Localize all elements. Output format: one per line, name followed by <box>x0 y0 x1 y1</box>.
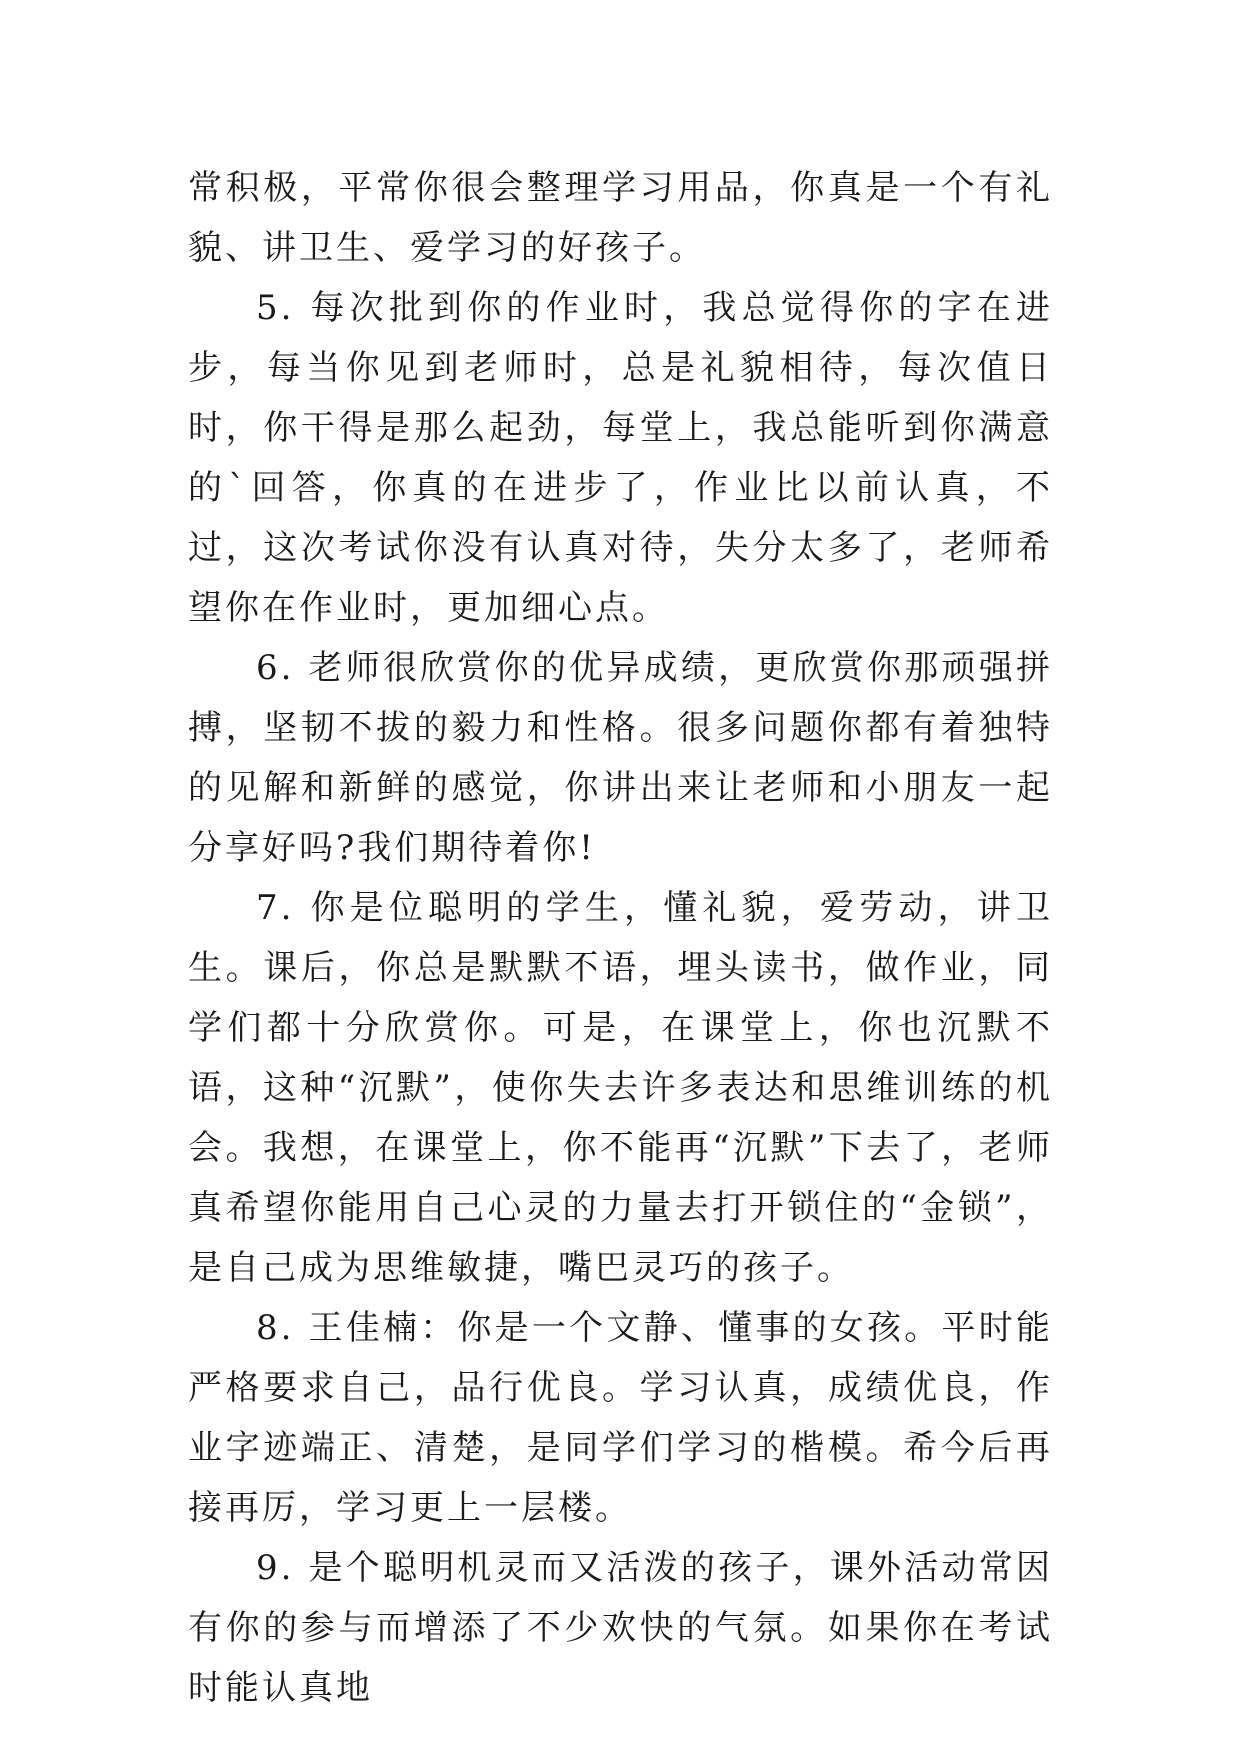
paragraph-item-9: 9. 是个聪明机灵而又活泼的孩子，课外活动常因有你的参与而增添了不少欢快的气氛。如果你在考试时能认真地 <box>188 1548 1053 1708</box>
document-body <box>188 158 1053 1718</box>
paragraph-item-8: 8. 王佳楠：你是一个文静、懂事的女孩。平时能严格要求自己，品行优良。学习认真，成绩优良，作业字迹端正、清楚，是同学们学习的楷模。希今后再接再厉，学习更上一层楼。 <box>188 1308 1053 1528</box>
paragraph-item-6: 6. 老师很欣赏你的优异成绩，更欣赏你那顽强拼搏，坚韧不拔的毅力和性格。很多问题你都有着独特的见解和新鲜的感觉，你讲出来让老师和小朋友一起分享好吗?我们期待着你! <box>188 648 1053 868</box>
paragraph-item-7: 7. 你是位聪明的学生，懂礼貌，爱劳动，讲卫生。课后，你总是默默不语，埋头读书，做作业，同学们都十分欣赏你。可是，在课堂上，你也沉默不语，这种“沉默”，使你失去许多表达和思维训练的机会。我想，在课堂上，你不能再“沉默”下去了，老师真希望你能用自己心灵的力量去打开锁住的“金锁”，是自己成为思维敏捷，嘴巴灵巧的孩子。 <box>188 888 1053 1288</box>
paragraph-continued: 常积极，平常你很会整理学习用品，你真是一个有礼貌、讲卫生、爱学习的好孩子。 <box>188 168 1053 268</box>
paragraph-item-5: 5. 每次批到你的作业时，我总觉得你的字在进步，每当你见到老师时，总是礼貌相待，每次值日时，你干得是那么起劲，每堂上，我总能听到你满意的`回答，你真的在进步了，作业比以前认真，不过，这次考试你没有认真对待，失分太多了，老师希望你在作业时，更加细心点。 <box>188 288 1053 628</box>
